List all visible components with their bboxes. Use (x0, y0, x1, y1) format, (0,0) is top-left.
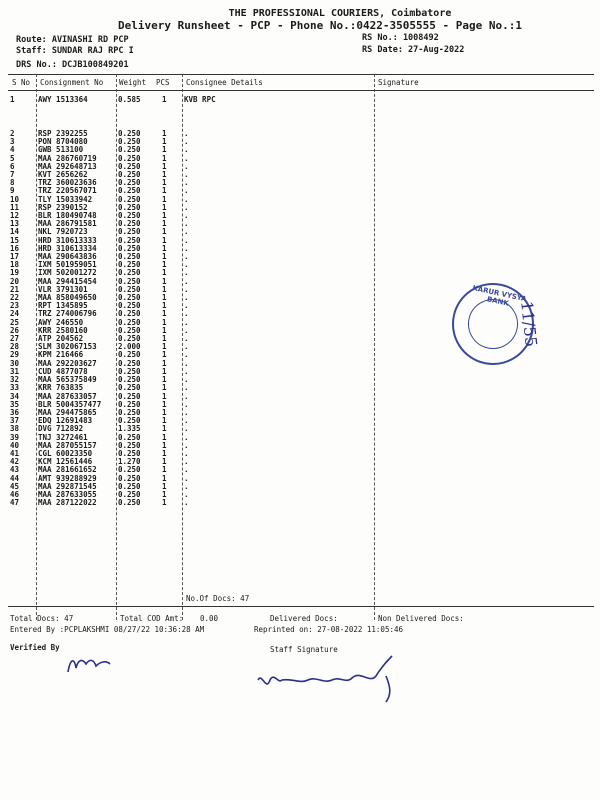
rs-date: RS Date: 27-Aug-2022 (362, 45, 465, 55)
col-details: Consignee Details (186, 78, 263, 87)
row-weight: 0.250 (118, 432, 141, 442)
col-consignment: Consignment No (40, 78, 104, 87)
row-sno: 44 (10, 473, 20, 483)
row-pcs: 1 (162, 178, 167, 188)
row-pcs: 1 (162, 129, 167, 138)
row-pcs: 1 (162, 334, 167, 344)
row-weight: 0.250 (118, 309, 141, 319)
handwritten-note: 11/55 (517, 300, 541, 348)
no-of-docs: No.Of Docs: 47 (186, 594, 250, 603)
row-consignment: IXM 502001272 (38, 268, 97, 278)
row-weight: 0.250 (118, 153, 141, 163)
row-pcs: 1 (162, 325, 167, 335)
row-consignment: IXM 501959051 (38, 260, 97, 270)
row-weight: 0.250 (118, 489, 141, 499)
row-pcs: 1 (162, 186, 167, 196)
row-details: . (184, 301, 189, 311)
row-weight: 0.250 (118, 129, 141, 138)
row-weight: 0.250 (118, 293, 141, 303)
row-details: . (184, 268, 189, 278)
row-details: . (184, 153, 189, 163)
stamp-text: KARUR VYSYA BANK (471, 284, 528, 308)
total-cod-value: 0.00 (200, 614, 219, 623)
row-pcs: 1 (162, 95, 167, 104)
row-consignment: CUD 4877078 (38, 366, 88, 376)
row-sno: 13 (10, 219, 20, 229)
row-weight: 0.250 (118, 325, 141, 335)
row-sno: 9 (10, 186, 15, 196)
row-details: . (184, 407, 189, 417)
row-pcs: 1 (162, 137, 167, 147)
col-divider (374, 74, 375, 620)
row-weight: 0.250 (118, 170, 141, 180)
row-sno: 47 (10, 498, 20, 508)
row-consignment: NKL 7920723 (38, 227, 88, 237)
row-sno: 27 (10, 334, 20, 344)
row-sno: 35 (10, 399, 20, 409)
row-consignment: KCM 12561446 (38, 457, 93, 467)
row-details: . (184, 342, 189, 352)
row-sno: 1 (10, 95, 15, 104)
row-consignment: KRR 2580160 (38, 325, 88, 335)
row-sno: 25 (10, 317, 20, 327)
row-details: . (184, 440, 189, 450)
company-title: THE PROFESSIONAL COURIERS, Coimbatore (228, 8, 452, 19)
row-consignment: HRD 310613334 (38, 243, 97, 253)
row-consignment: RSP 2392255 (38, 129, 88, 138)
row-sno: 11 (10, 202, 20, 212)
row-sno: 15 (10, 235, 20, 245)
row-consignment: TNJ 3272461 (38, 432, 88, 442)
row-weight: 0.250 (118, 465, 141, 475)
row-details: . (184, 309, 189, 319)
row-pcs: 1 (162, 276, 167, 286)
row-pcs: 1 (162, 227, 167, 237)
row-consignment: RPT 1345895 (38, 301, 88, 311)
row-consignment: KRR 763835 (38, 383, 84, 393)
row-details: . (184, 325, 189, 335)
row-consignment: MAA 287055157 (38, 440, 97, 450)
runsheet-table (10, 96, 374, 507)
table-top-rule (8, 74, 594, 75)
row-pcs: 1 (162, 473, 167, 483)
row-sno: 5 (10, 153, 15, 163)
row-weight: 0.250 (118, 178, 141, 188)
row-weight: 0.585 (118, 95, 141, 104)
row-consignment: MAA 294415454 (38, 276, 97, 286)
header-rule (8, 90, 594, 91)
row-weight: 0.250 (118, 391, 141, 401)
row-details: . (184, 211, 189, 221)
total-docs: Total Docs: 47 (10, 614, 74, 623)
row-consignment: DVG 712892 (38, 424, 84, 434)
row-pcs: 1 (162, 407, 167, 417)
row-pcs: 1 (162, 375, 167, 385)
row-weight: 0.250 (118, 202, 141, 212)
row-pcs: 1 (162, 440, 167, 450)
rs-number: RS No.: 1008492 (362, 33, 439, 43)
row-weight: 0.250 (118, 334, 141, 344)
row-weight: 0.250 (118, 161, 141, 171)
row-details: . (184, 391, 189, 401)
row-pcs: 1 (162, 465, 167, 475)
row-consignment: MAA 290643836 (38, 252, 97, 262)
row-pcs: 1 (162, 161, 167, 171)
row-pcs: 1 (162, 424, 167, 434)
route: Route: AVINASHI RD PCP (16, 35, 129, 45)
row-details: . (184, 219, 189, 229)
verified-by: Verified By (10, 643, 60, 652)
row-details: . (184, 350, 189, 360)
staff: Staff: SUNDAR RAJ RPC I (16, 46, 134, 56)
row-sno: 45 (10, 481, 20, 491)
row-details: . (184, 399, 189, 409)
row-pcs: 1 (162, 399, 167, 409)
row-pcs: 1 (162, 194, 167, 204)
row-weight: 0.250 (118, 243, 141, 253)
row-pcs: 1 (162, 358, 167, 368)
staff-signature-label: Staff Signature (270, 645, 338, 654)
row-weight: 0.250 (118, 317, 141, 327)
row-consignment: AMT 939288929 (38, 473, 97, 483)
row-sno: 37 (10, 416, 20, 426)
row-pcs: 1 (162, 260, 167, 270)
staff-signature (252, 650, 412, 705)
row-weight: 0.250 (118, 481, 141, 491)
verifier-signature (60, 650, 130, 680)
row-weight: 0.250 (118, 358, 141, 368)
row-pcs: 1 (162, 243, 167, 253)
row-sno: 41 (10, 448, 20, 458)
row-consignment: MAA 287633057 (38, 391, 97, 401)
col-sno: S No (12, 78, 31, 87)
row-consignment: MAA 294475865 (38, 407, 97, 417)
row-sno: 36 (10, 407, 20, 417)
row-consignment: MAA 292648713 (38, 161, 97, 171)
row-sno: 19 (10, 268, 20, 278)
row-details: . (184, 473, 189, 483)
row-weight: 0.250 (118, 252, 141, 262)
col-signature: Signature (378, 78, 419, 87)
row-pcs: 1 (162, 391, 167, 401)
row-sno: 38 (10, 424, 20, 434)
row-pcs: 1 (162, 284, 167, 294)
row-consignment: KPM 216466 (38, 350, 84, 360)
entered-by: Entered By :PCPLAKSHMI 08/27/22 10:36:28 AM (10, 625, 205, 634)
row-details: . (184, 498, 189, 508)
row-details: . (184, 481, 189, 491)
row-sno: 32 (10, 375, 20, 385)
row-details: . (184, 424, 189, 434)
row-weight: 0.250 (118, 383, 141, 393)
row-pcs: 1 (162, 432, 167, 442)
row-weight: 0.250 (118, 268, 141, 278)
row-details: . (184, 366, 189, 376)
row-weight: 2.000 (118, 342, 141, 352)
row-pcs: 1 (162, 293, 167, 303)
row-sno: 7 (10, 170, 15, 180)
row-sno: 28 (10, 342, 20, 352)
row-weight: 0.250 (118, 235, 141, 245)
row-pcs: 1 (162, 416, 167, 426)
row-consignment: KVT 2656262 (38, 170, 88, 180)
row-sno: 21 (10, 284, 20, 294)
row-sno: 34 (10, 391, 20, 401)
row-sno: 6 (10, 161, 15, 171)
row-consignment: RSP 2390152 (38, 202, 88, 212)
row-pcs: 1 (162, 448, 167, 458)
row-weight: 0.250 (118, 407, 141, 417)
row-details: . (184, 457, 189, 467)
row-consignment: MAA 287633055 (38, 489, 97, 499)
row-details: . (184, 432, 189, 442)
row-pcs: 1 (162, 457, 167, 467)
row-sno: 31 (10, 366, 20, 376)
total-cod-label: Total COD Amt: (120, 614, 184, 623)
row-consignment: HRD 310613333 (38, 235, 97, 245)
row-details: . (184, 227, 189, 237)
row-weight: 0.250 (118, 211, 141, 221)
row-pcs: 1 (162, 170, 167, 180)
row-consignment: MAA 292203627 (38, 358, 97, 368)
row-details: . (184, 161, 189, 171)
row-weight: 0.250 (118, 416, 141, 426)
row-sno: 4 (10, 145, 15, 155)
row-pcs: 1 (162, 383, 167, 393)
col-weight: Weight (119, 78, 147, 87)
row-pcs: 1 (162, 211, 167, 221)
row-details: . (184, 489, 189, 499)
row-details: . (184, 194, 189, 204)
row-pcs: 1 (162, 301, 167, 311)
row-sno: 17 (10, 252, 20, 262)
row-details: . (184, 383, 189, 393)
row-weight: 0.250 (118, 399, 141, 409)
row-pcs: 1 (162, 317, 167, 327)
row-pcs: 1 (162, 366, 167, 376)
row-pcs: 1 (162, 202, 167, 212)
row-pcs: 1 (162, 350, 167, 360)
row-weight: 0.250 (118, 276, 141, 286)
row-sno: 23 (10, 301, 20, 311)
row-sno: 40 (10, 440, 20, 450)
row-details: . (184, 243, 189, 253)
row-consignment: TRZ 274006796 (38, 309, 97, 319)
reprinted-on: Reprinted on: 27-08-2022 11:05:46 (254, 625, 404, 634)
drs-number: DRS No.: DCJB100849201 (16, 60, 129, 70)
row-details: . (184, 317, 189, 327)
row-weight: 0.250 (118, 375, 141, 385)
row-sno: 3 (10, 137, 15, 147)
row-weight: 0.250 (118, 440, 141, 450)
row-pcs: 1 (162, 489, 167, 499)
row-weight: 0.250 (118, 137, 141, 147)
row-weight: 0.250 (118, 473, 141, 483)
row-consignment: CGL 60023350 (38, 448, 93, 458)
row-sno: 46 (10, 489, 20, 499)
row-sno: 20 (10, 276, 20, 286)
table-row (10, 96, 374, 130)
row-details: . (184, 334, 189, 344)
row-details: . (184, 178, 189, 188)
row-sno: 26 (10, 325, 20, 335)
row-pcs: 1 (162, 235, 167, 245)
row-details: . (184, 145, 189, 155)
row-details: . (184, 260, 189, 270)
row-details: . (184, 129, 189, 138)
row-details: . (184, 284, 189, 294)
row-weight: 0.250 (118, 366, 141, 376)
row-details: . (184, 358, 189, 368)
row-pcs: 1 (162, 498, 167, 508)
row-details: . (184, 186, 189, 196)
row-sno: 2 (10, 129, 15, 138)
row-consignment: GWB 513100 (38, 145, 84, 155)
row-consignment: PON 8704080 (38, 137, 88, 147)
row-details: . (184, 170, 189, 180)
row-pcs: 1 (162, 252, 167, 262)
row-consignment: MAA 565375849 (38, 375, 97, 385)
row-weight: 0.250 (118, 448, 141, 458)
row-consignment: MAA 286791581 (38, 219, 97, 229)
row-details: . (184, 252, 189, 262)
row-sno: 24 (10, 309, 20, 319)
row-sno: 29 (10, 350, 20, 360)
row-sno: 33 (10, 383, 20, 393)
row-weight: 0.250 (118, 301, 141, 311)
row-sno: 43 (10, 465, 20, 475)
row-sno: 30 (10, 358, 20, 368)
row-details: . (184, 276, 189, 286)
row-weight: 0.250 (118, 186, 141, 196)
col-pcs: PCS (156, 78, 170, 87)
row-details: . (184, 416, 189, 426)
row-weight: 0.250 (118, 350, 141, 360)
row-consignment: TRZ 220567071 (38, 186, 97, 196)
row-consignment: VLR 3791301 (38, 284, 88, 294)
row-sno: 10 (10, 194, 20, 204)
row-consignment: TRZ 360023636 (38, 178, 97, 188)
row-consignment: BLR 5004357477 (38, 399, 102, 409)
row-weight: 0.250 (118, 194, 141, 204)
row-sno: 18 (10, 260, 20, 270)
row-weight: 0.250 (118, 284, 141, 294)
row-details: KVB RPC (184, 95, 216, 104)
row-weight: 0.250 (118, 227, 141, 237)
row-consignment: ATP 204562 (38, 334, 84, 344)
row-consignment: MAA 286760719 (38, 153, 97, 163)
row-pcs: 1 (162, 219, 167, 229)
row-consignment: MAA 292871545 (38, 481, 97, 491)
row-pcs: 1 (162, 342, 167, 352)
delivered-docs: Delivered Docs: (270, 614, 338, 623)
row-details: . (184, 137, 189, 147)
row-pcs: 1 (162, 145, 167, 155)
row-pcs: 1 (162, 309, 167, 319)
row-consignment: MAA 287122022 (38, 498, 97, 508)
row-weight: 1.270 (118, 457, 141, 467)
row-consignment: TLY 15033942 (38, 194, 93, 204)
row-weight: 0.250 (118, 219, 141, 229)
row-consignment: MAA 858049650 (38, 293, 97, 303)
row-consignment: AWY 1513364 (38, 95, 88, 104)
row-weight: 0.250 (118, 498, 141, 508)
runsheet-subtitle: Delivery Runsheet - PCP - Phone No.:0422-3505555 - Page No.:1 (118, 19, 522, 32)
row-sno: 12 (10, 211, 20, 221)
row-pcs: 1 (162, 153, 167, 163)
row-sno: 14 (10, 227, 20, 237)
row-pcs: 1 (162, 481, 167, 491)
row-pcs: 1 (162, 268, 167, 278)
row-sno: 22 (10, 293, 20, 303)
row-consignment: SLM 302067153 (38, 342, 97, 352)
row-sno: 16 (10, 243, 20, 253)
row-details: . (184, 465, 189, 475)
row-weight: 1.335 (118, 424, 141, 434)
table-row (10, 499, 374, 507)
non-delivered-docs: Non Delivered Docs: (378, 614, 464, 623)
row-sno: 39 (10, 432, 20, 442)
row-consignment: MAA 281661652 (38, 465, 97, 475)
row-details: . (184, 293, 189, 303)
row-sno: 8 (10, 178, 15, 188)
row-sno: 42 (10, 457, 20, 467)
row-details: . (184, 202, 189, 212)
row-details: . (184, 235, 189, 245)
row-weight: 0.250 (118, 260, 141, 270)
row-consignment: BLR 180490748 (38, 211, 97, 221)
row-consignment: AWY 246550 (38, 317, 84, 327)
row-details: . (184, 448, 189, 458)
row-details: . (184, 375, 189, 385)
row-weight: 0.250 (118, 145, 141, 155)
row-consignment: EDQ 12691483 (38, 416, 93, 426)
table-bottom-rule (8, 606, 594, 607)
